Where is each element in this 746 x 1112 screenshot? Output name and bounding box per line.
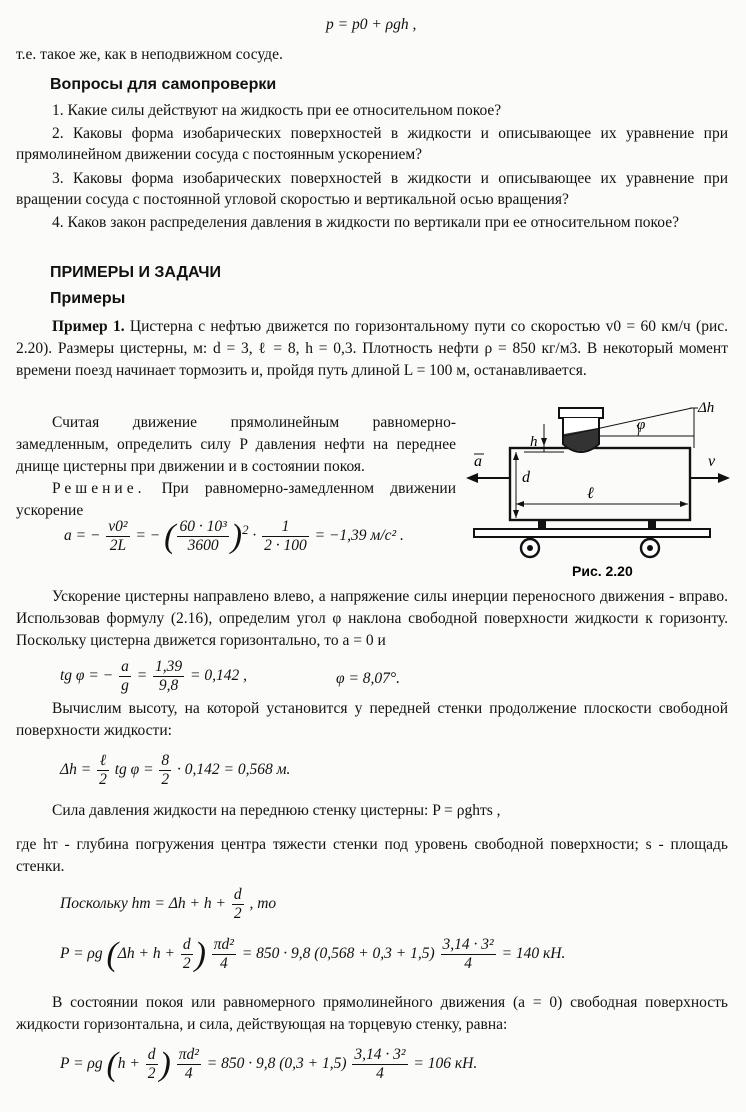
eq-p2-paren-close: ) bbox=[159, 1046, 171, 1083]
eq-tg-mid: = bbox=[136, 667, 148, 685]
eq-p2-frac1: $\frac{d}{2}$ bbox=[147, 1046, 156, 1082]
accel-label: a bbox=[474, 453, 482, 470]
wheel-right-hub bbox=[647, 545, 653, 551]
equation-tg-phi bbox=[60, 658, 247, 695]
eq-p1-rhs: = 140 кН. bbox=[501, 945, 566, 963]
eq-accel-frac2: $\frac{\text{60 · 10³}}{3600}$ bbox=[179, 518, 227, 554]
accel-arrowhead bbox=[466, 473, 478, 483]
eq-accel-frac3: $\frac{1}{2 \cdot 100}$ bbox=[264, 518, 307, 554]
eq-p2-paren-open: ( bbox=[106, 1046, 118, 1083]
eq-tg-frac1: $\frac{a}{g}$ bbox=[121, 658, 129, 694]
eq-p2-rhs: = 106 кН. bbox=[413, 1055, 478, 1073]
eq-p1-inner: Δh + h + bbox=[117, 945, 175, 963]
support-left bbox=[538, 520, 546, 529]
h-label: h bbox=[530, 434, 538, 450]
support-right bbox=[648, 520, 656, 529]
eq-p1-paren-open: ( bbox=[106, 936, 118, 973]
d-label: d bbox=[522, 469, 530, 486]
para-where: где hт - глубина погружения центра тяжести стенки под уровень свободной поверхности; s - площадь стенки. bbox=[16, 836, 728, 875]
phi-label: φ bbox=[637, 417, 646, 433]
eq-accel-mid: = − bbox=[135, 527, 161, 545]
eq-tg-frac2: $\frac{1,39}{9,8}$ bbox=[155, 658, 183, 694]
eq-p2-lhs: P = ρg bbox=[60, 1055, 103, 1073]
eq-dh-frac1: $\frac{\text{ℓ}}{2}$ bbox=[99, 752, 107, 788]
eq-dh-mid: tg φ = bbox=[114, 761, 154, 779]
eq-accel-paren-close: ) bbox=[230, 518, 243, 555]
eq-since-frac: $\frac{d}{2}$ bbox=[233, 886, 242, 922]
solution-text: При равномерно-замедленном движении ускорение bbox=[16, 480, 456, 519]
subsection-heading: Примеры bbox=[50, 290, 126, 307]
eq-accel-frac1: $\frac{\text{v0²}}{2L}$ bbox=[108, 518, 128, 554]
eq-p1-frac1: $\frac{d}{2}$ bbox=[182, 936, 191, 972]
eq-accel-paren-open: ( bbox=[164, 518, 176, 555]
para-acceleration: Ускорение цистерны направлено влево, а напряжение силы инерции переносного движения - вправо. Использовав формулу (2.16), определим угол φ наклона свободной поверхности жидкости к горизонту. Поскольку цистерна движется горизонтально, то a = 0 и bbox=[16, 588, 728, 649]
eq-p1-frac2: $\frac{\text{πd²}}{4}$ bbox=[213, 936, 234, 972]
eq-accel-rhs: = −1,39 м/с² . bbox=[314, 527, 404, 545]
eq-p2-frac2: $\frac{\text{πd²}}{4}$ bbox=[178, 1046, 199, 1082]
eq-dh-rhs: · 0,142 = 0,568 м. bbox=[177, 761, 291, 779]
eq-tg-rhs: = 0,142 , bbox=[190, 667, 247, 685]
questions-heading: Вопросы для самопроверки bbox=[50, 76, 277, 93]
section-heading: ПРИМЕРЫ И ЗАДАЧИ bbox=[50, 264, 222, 281]
velocity-arrowhead bbox=[718, 473, 730, 483]
question-4: 4. Каков закон распределения давления в жидкости по вертикали при ее относительном покое? bbox=[52, 214, 679, 231]
eq-p1-frac3: $\frac{\text{3,14 · 3²}}{4}$ bbox=[442, 936, 494, 972]
platform bbox=[474, 529, 710, 537]
equation-phi-value: φ = 8,07°. bbox=[336, 670, 400, 687]
eq-since-lhs: Поскольку hт = Δh + h + bbox=[60, 895, 226, 913]
tank-body bbox=[510, 448, 690, 520]
para-rest: В состоянии покоя или равномерного прямолинейного движения (a = 0) свободная поверхность жидкости горизонтальна, и сила, действующая на торцевую стенку, равна: bbox=[16, 994, 728, 1033]
eq-since-rhs: , то bbox=[249, 895, 277, 913]
eq-p2-frac3: $\frac{\text{3,14 · 3²}}{4}$ bbox=[354, 1046, 406, 1082]
para-height: Вычислим высоту, на которой установится у передней стенки продолжение плоскости свободной поверхности жидкости: bbox=[16, 700, 728, 739]
top-text: т.е. такое же, как в неподвижном сосуде. bbox=[16, 46, 283, 63]
top-formula: p = p0 + ρgh , bbox=[326, 16, 417, 33]
eq-p1-paren-close: ) bbox=[194, 936, 206, 973]
eq-p2-mid: = 850 · 9,8 (0,3 + 1,5) bbox=[206, 1055, 347, 1073]
question-1: 1. Какие силы действуют на жидкость при ее относительном покое? bbox=[52, 102, 502, 119]
wheel-left-hub bbox=[527, 545, 533, 551]
tank-figure bbox=[462, 400, 732, 582]
example-label: Пример 1. bbox=[52, 318, 125, 335]
solution-label: Решение. bbox=[52, 480, 146, 497]
eq-accel-pow: 2 bbox=[242, 521, 249, 537]
example-1-text bbox=[16, 316, 728, 382]
equation-delta-h bbox=[60, 752, 290, 789]
eq-dh-lhs: Δh = bbox=[60, 761, 92, 779]
question-2: 2. Каковы форма изобарических поверхностей в жидкости и описывающее их уравнение при прямолинейном движении сосуда с постоянным ускорением? bbox=[16, 125, 728, 163]
eq-dh-frac2: $\frac{8}{2}$ bbox=[161, 752, 170, 788]
equation-force-moving bbox=[60, 936, 565, 973]
figure-caption: Рис. 2.20 bbox=[572, 563, 633, 579]
eq-p1-lhs: P = ρg bbox=[60, 945, 103, 963]
question-3: 3. Каковы форма изобарических поверхностей в жидкости и описывающее их уравнение при вращении сосуда с постоянной угловой скоростью и вертикальной осью вращения? bbox=[16, 170, 728, 208]
example-body: Цистерна с нефтью движется по горизонтальному пути со скоростью v0 = 60 км/ч (рис. 2.20). Размеры цистерны, м: d = 3, ℓ = 8, h = 0,3. Плотность нефти ρ = 850 кг/м3. В некоторый момент времени поезд начинает тормозить и, пройдя путь длиной L = 100 м, останавливается. bbox=[16, 318, 728, 379]
h-arrow bbox=[541, 438, 547, 446]
equation-since bbox=[60, 886, 276, 923]
dh-label: Δh bbox=[698, 400, 715, 416]
eq-tg-lhs: tg φ = − bbox=[60, 667, 114, 685]
eq-accel-dot: · bbox=[252, 527, 257, 545]
tank-hatch bbox=[559, 408, 603, 418]
para-force: Сила давления жидкости на переднюю стенку цистерны: P = ρghтs , bbox=[52, 802, 501, 819]
equation-acceleration bbox=[64, 518, 404, 555]
eq-accel-lhs: a = − bbox=[64, 527, 101, 545]
solution-intro bbox=[16, 478, 456, 522]
equation-force-rest bbox=[60, 1046, 477, 1083]
velocity-label: v bbox=[708, 453, 716, 470]
eq-p2-inner: h + bbox=[117, 1055, 140, 1073]
example-assume: Считая движение прямолинейным равномерно-замедленным, определить силу P давления нефти на переднее днище цистерны при движении и в состоянии покоя. bbox=[16, 414, 456, 475]
l-label: ℓ bbox=[587, 485, 594, 502]
eq-p1-mid: = 850 · 9,8 (0,568 + 0,3 + 1,5) bbox=[241, 945, 435, 963]
